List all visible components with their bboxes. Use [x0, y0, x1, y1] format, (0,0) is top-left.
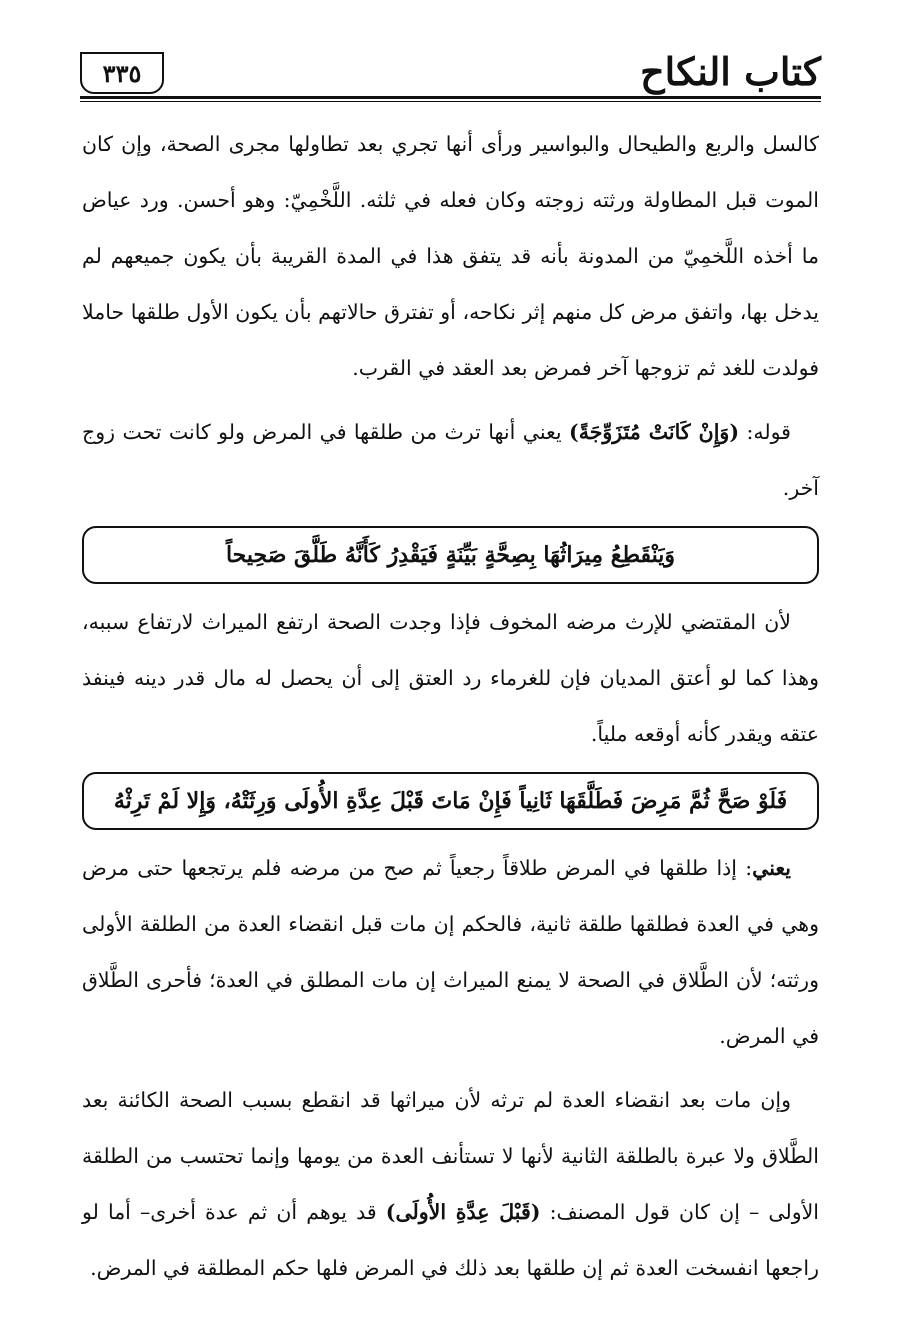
header-rule-thin	[80, 101, 821, 102]
paragraph-4-lead: يعني	[752, 856, 791, 880]
paragraph-5-part-a: وإن مات بعد انقضاء العدة لم ترثه لأن ميراثها قد انقطع بسبب الصحة الكائنة بعد الطَّلاق ولا عبرة بالطلقة الثانية لأنها لا تستأنف العدة من يومها وإنما تحتسب من الطلقة الأولى – إن كان قول المصنف:	[82, 1088, 819, 1224]
matn-box-2: فَلَوْ صَحَّ ثُمَّ مَرِضَ فَطَلَّقَهَا ثَانِياً فَإِنْ مَاتَ قَبْلَ عِدَّةِ الأُولَى وَرِثَتْهُ، وَإِلا لَمْ تَرِثْهُ	[82, 772, 819, 830]
paragraph-4	[82, 840, 819, 1064]
matn-box-1: وَيَنْقَطِعُ مِيرَاثُهَا بِصِحَّةٍ بَيِّنَةٍ فَيَقْدِرُ كَأَنَّهُ طَلَّقَ صَحِيحاً	[82, 526, 819, 584]
paragraph-4-rest: : إذا طلقها في المرض طلاقاً رجعياً ثم صح من مرضه فلم يرتجعها حتى مرض وهي في العدة فطلقها طلقة ثانية، فالحكم إن مات قبل انقضاء العدة من الطلقة الأولى ورثته؛ لأن الطَّلاق في الصحة لا يمنع الميراث إن مات المطلق في العدة؛ فأحرى الطَّلاق في المرض.	[82, 856, 819, 1048]
page-number: ٣٣٥	[80, 52, 164, 94]
running-title: كتاب النكاح	[640, 49, 821, 94]
paragraph-3: لأن المقتضي للإرث مرضه المخوف فإذا وجدت الصحة ارتفع الميراث لارتفاع سببه، وهذا كما لو أعتق المديان فإن للغرماء رد العتق إلى أن يحصل له مال قدر دينه فينفذ عتقه ويقدر كأنه أوقعه ملياً.	[82, 610, 819, 746]
header-rule	[80, 96, 821, 99]
page-body	[82, 116, 819, 1296]
paragraph-5-quote: (قَبْلَ عِدَّةِ الأُولَى)	[385, 1200, 541, 1224]
paragraph-2-quote: (وَإِنْ كَانَتْ مُتَزَوِّجَةً)	[569, 420, 740, 444]
page-header	[80, 46, 821, 102]
paragraph-2-lead: قوله:	[739, 420, 791, 444]
paragraph-2-rest: يعني أنها ترث من طلقها في المرض ولو كانت تحت زوج آخر.	[82, 420, 819, 500]
paragraph-5	[82, 1072, 819, 1296]
paragraph-2	[82, 404, 819, 516]
paragraph-5-part-b: قد يوهم أن ثم عدة أخرى– أما لو راجعها انفسخت العدة ثم إن طلقها بعد ذلك في المرض فلها حكم المطلقة في المرض.	[82, 1200, 819, 1280]
paragraph-1: كالسل والربع والطيحال والبواسير ورأى أنها تجري بعد تطاولها مجرى الصحة، وإن كان الموت قبل المطاولة ورثته زوجته وكان فعله في ثلثه. اللَّخْمِيّ: وهو أحسن. ورد عياض ما أخذه اللَّخمِيّ من المدونة بأنه قد يتفق هذا في المدة القريبة بأن يكون جميعهم لم يدخل بها، واتفق مرض كل منهم إثر نكاحه، أو تفترق حالاتهم بأن يكون الأول طلقها حاملا فولدت للغد ثم تزوجها آخر فمرض بعد العقد في القرب.	[82, 132, 819, 380]
